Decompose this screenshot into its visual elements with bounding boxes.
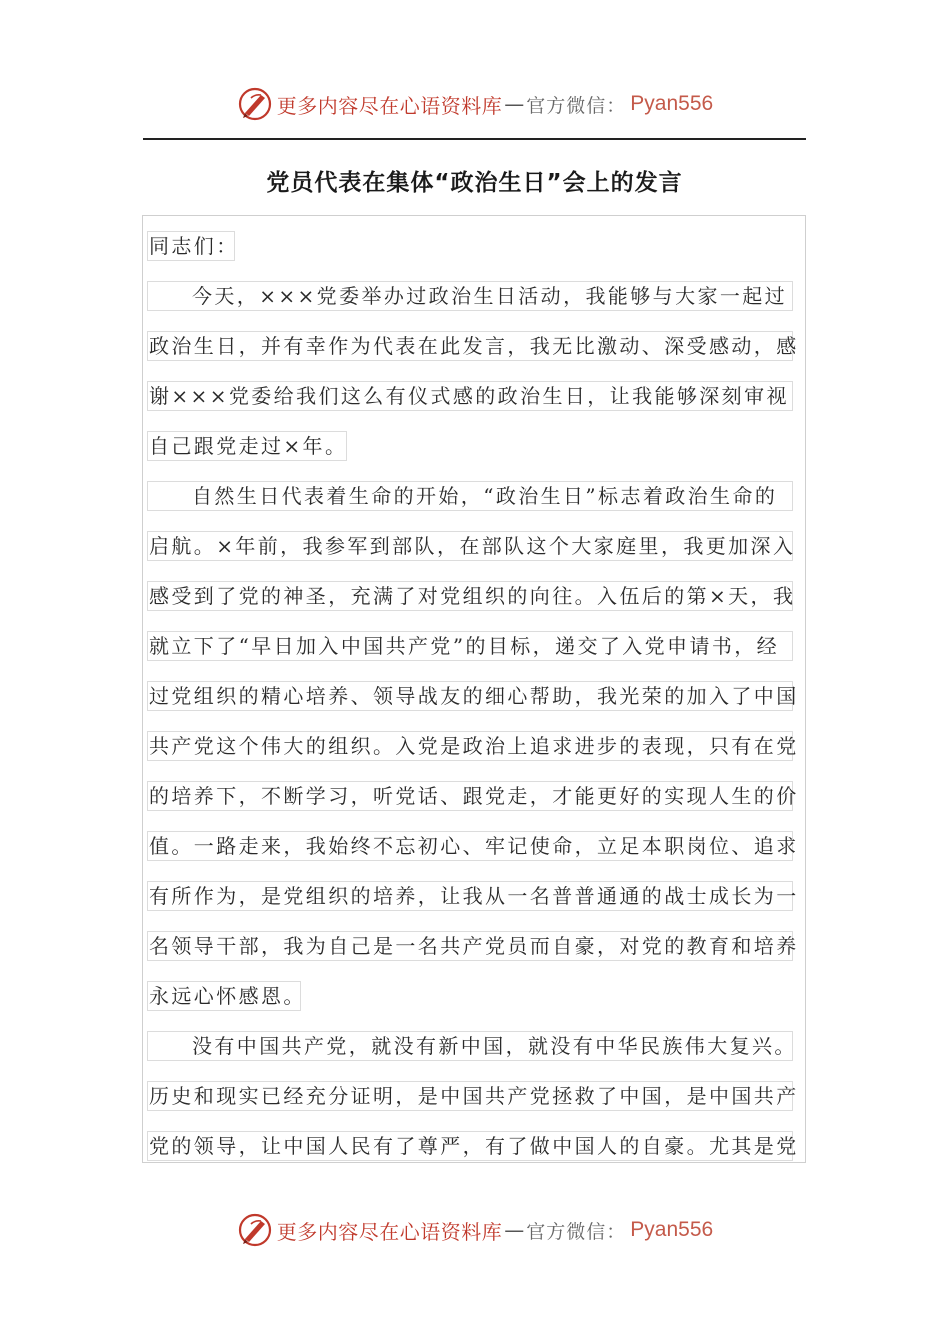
paragraph-line: 就立下了“早日加入中国共产党”的目标，递交了入党申请书，经 <box>147 631 793 661</box>
paragraph-line: 自然生日代表着生命的开始，“政治生日”标志着政治生命的 <box>147 481 793 511</box>
paragraph-line: 党的领导，让中国人民有了尊严，有了做中国人的自豪。尤其是党 <box>147 1131 793 1161</box>
banner-dash: — <box>504 1218 525 1242</box>
text-line <box>147 1025 797 1075</box>
text-line <box>147 625 793 675</box>
paragraph-line: 共产党这个伟大的组织。入党是政治上追求进步的表现，只有在党 <box>147 731 793 761</box>
header-banner <box>0 82 950 126</box>
paragraph-line: 启航。×年前，我参军到部队，在部队这个大家庭里，我更加深入 <box>147 531 793 561</box>
text-line <box>147 925 799 975</box>
paragraph-line: 自己跟党走过×年。 <box>147 431 347 461</box>
text-line <box>147 225 793 275</box>
document-body <box>147 225 799 1175</box>
text-line <box>147 575 796 625</box>
pen-logo-icon <box>237 1212 273 1248</box>
paragraph-line: 历史和现实已经充分证明，是中国共产党拯救了中国，是中国共产 <box>147 1081 793 1111</box>
text-line <box>147 1075 799 1125</box>
text-line <box>147 325 799 375</box>
text-line <box>147 775 799 825</box>
paragraph-line: 没有中国共产党，就没有新中国，就没有中华民族伟大复兴。 <box>147 1031 793 1061</box>
banner-brand-text: 更多内容尽在心语资料库 <box>276 1219 503 1244</box>
paragraph-line: 的培养下，不断学习，听党话、跟党走，才能更好的实现人生的价 <box>147 781 793 811</box>
text-line <box>147 1125 799 1175</box>
text-line <box>147 425 793 475</box>
text-line <box>147 675 799 725</box>
text-line <box>147 525 796 575</box>
salutation: 同志们： <box>147 231 235 261</box>
banner-brand-text: 更多内容尽在心语资料库 <box>276 93 503 118</box>
text-line <box>147 475 793 525</box>
paragraph-line: 有所作为，是党组织的培养，让我从一名普普通通的战士成长为一 <box>147 881 793 911</box>
banner-dash: — <box>504 92 525 116</box>
banner-wechat-id: Pyan556 <box>630 1218 714 1241</box>
text-line <box>147 825 799 875</box>
paragraph-line: 今天，×××党委举办过政治生日活动，我能够与大家一起过 <box>147 281 793 311</box>
footer-banner <box>0 1208 950 1252</box>
text-line <box>147 725 799 775</box>
paragraph-line: 谢×××党委给我们这么有仪式感的政治生日，让我能够深刻审视 <box>147 381 793 411</box>
text-line <box>147 875 799 925</box>
text-line <box>147 275 793 325</box>
paragraph-line: 政治生日，并有幸作为代表在此发言，我无比激动、深受感动，感 <box>147 331 793 361</box>
paragraph-line: 永远心怀感恩。 <box>147 981 301 1011</box>
text-line <box>147 375 793 425</box>
paragraph-line: 感受到了党的神圣，充满了对党组织的向往。入伍后的第×天，我 <box>147 581 793 611</box>
banner-wechat-label: 官方微信： <box>526 94 627 117</box>
paragraph-line: 名领导干部，我为自己是一名共产党员而自豪，对党的教育和培养 <box>147 931 793 961</box>
banner-wechat-label: 官方微信： <box>526 1220 627 1243</box>
text-line <box>147 975 793 1025</box>
header-divider <box>143 138 806 140</box>
paragraph-line: 过党组织的精心培养、领导战友的细心帮助，我光荣的加入了中国 <box>147 681 793 711</box>
pen-logo-icon <box>237 86 273 122</box>
paragraph-line: 值。一路走来，我始终不忘初心、牢记使命，立足本职岗位、追求 <box>147 831 793 861</box>
document-title: 党员代表在集体“政治生日”会上的发言 <box>266 170 683 196</box>
banner-wechat-id: Pyan556 <box>630 92 714 115</box>
